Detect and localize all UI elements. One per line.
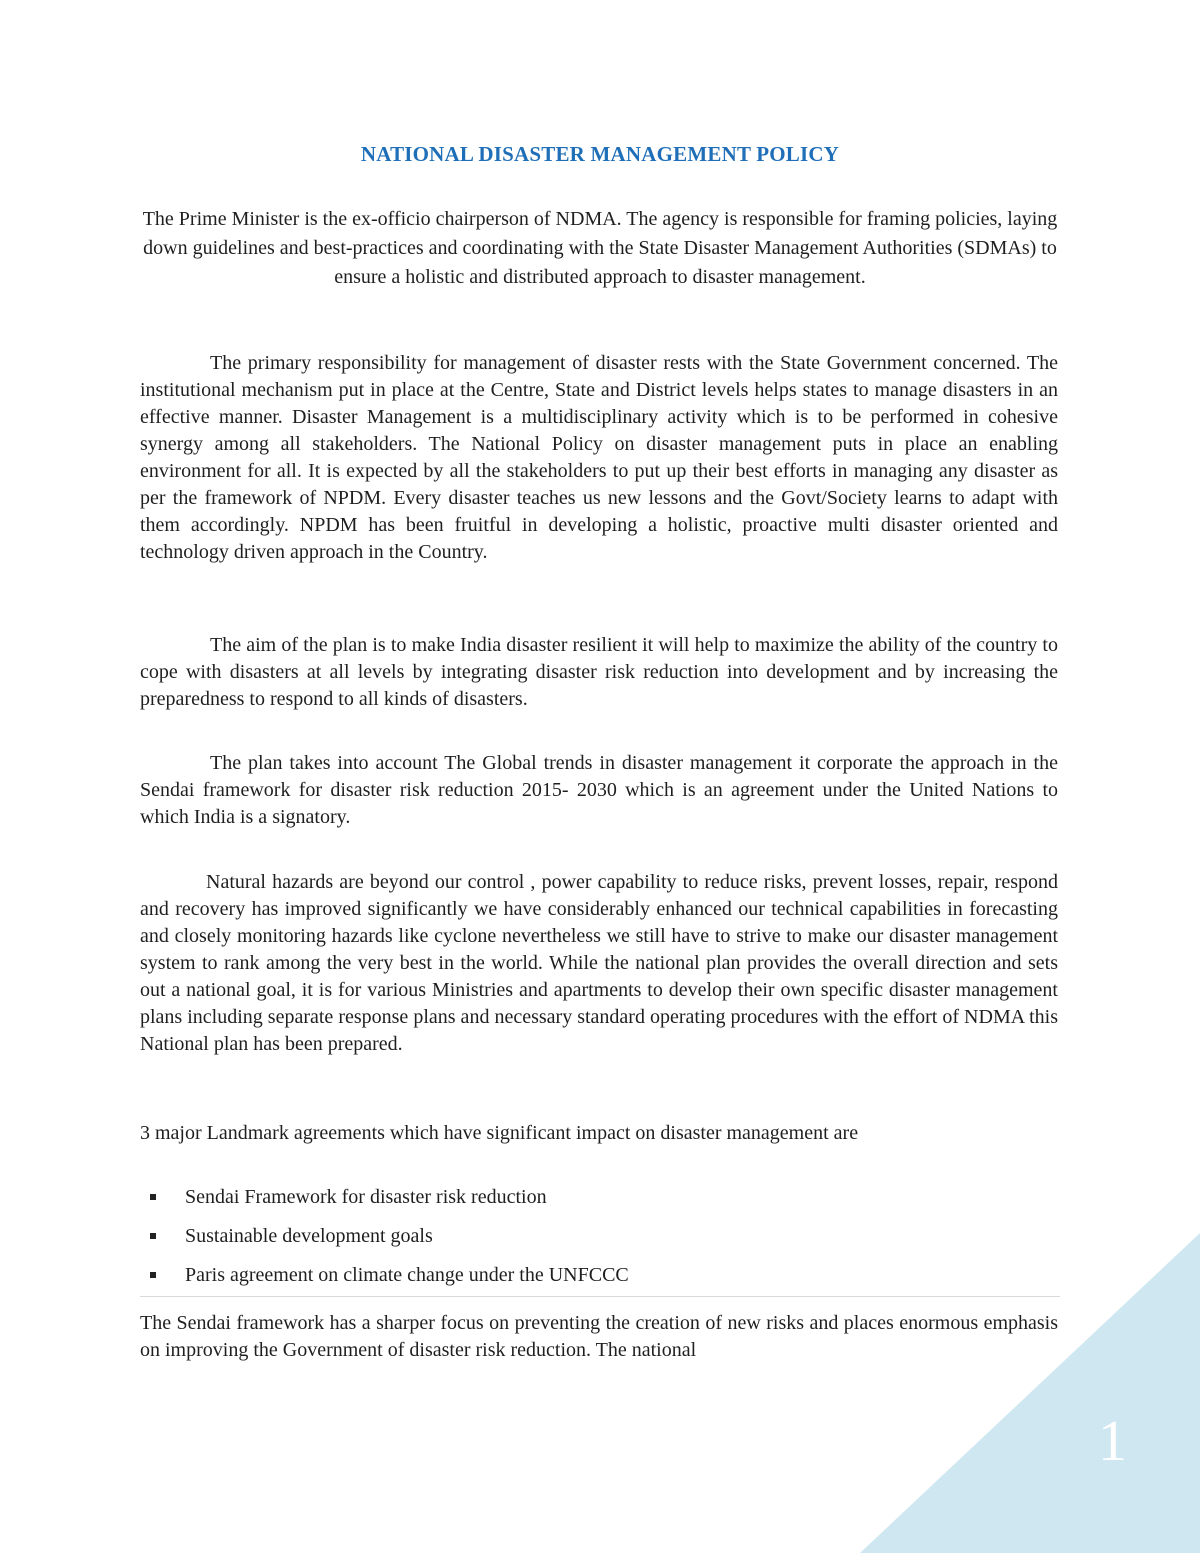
square-bullet-icon (150, 1233, 156, 1239)
body-paragraph-natural-hazards: Natural hazards are beyond our control , power capability to reduce risks, prevent losses, repair, respond and recovery has improved significantly we have considerably enhanced our technical capabilities in forecasting and closely monitoring hazards like cyclone nevertheless we still have to strive to make our disaster management system to rank among the very best in the world. While the national plan provides the overall direction and sets out a national goal, it is for various Ministries and apartments to develop their own specific disaster management plans including separate response plans and necessary standard operating procedures with the effort of NDMA this National plan has been prepared. (140, 871, 1058, 1055)
square-bullet-icon (150, 1194, 156, 1200)
body-paragraph-responsibility: The primary responsibility for management of disaster rests with the State Government concerned. The institutional mechanism put in place at the Centre, State and District levels helps states to manage disasters in an effective manner. Disaster Management is a multidisciplinary activity which is to be performed in cohesive synergy among all stakeholders. The National Policy on disaster management puts in place an enabling environment for all. It is expected by all the stakeholders to put up their best efforts in managing any disaster as per the framework of NPDM. Every disaster teaches us new lessons and the Govt/Society learns to adapt with them accordingly. NPDM has been fruitful in developing a holistic, proactive multi disaster oriented and technology driven approach in the Country. (140, 352, 1058, 563)
closing-paragraph: The Sendai framework has a sharper focus on preventing the creation of new risks and places enormous emphasis on improving the Government of disaster risk reduction. The national (140, 1312, 1058, 1361)
intro-paragraph: The Prime Minister is the ex-officio chairperson of NDMA. The agency is responsible for framing policies, laying down guidelines and best-practices and coordinating with the State Disaster Management Authorities (SDMAs) to ensure a holistic and distributed approach to disaster management. (142, 208, 1058, 288)
corner-triangle-decoration (860, 1233, 1200, 1553)
list-item-text: Paris agreement on climate change under the UNFCCC (185, 1264, 629, 1286)
body-paragraph-aim: The aim of the plan is to make India disaster resilient it will help to maximize the ability of the country to cope with disasters at all levels by integrating disaster risk reduction into development and by increasing the preparedness to respond to all kinds of disasters. (140, 634, 1058, 710)
list-item-text: Sustainable development goals (185, 1225, 433, 1247)
list-item (140, 1182, 1058, 1221)
page-title: NATIONAL DISASTER MANAGEMENT POLICY (360, 142, 840, 166)
square-bullet-icon (150, 1272, 156, 1278)
agreements-lead: 3 major Landmark agreements which have significant impact on disaster management are (140, 1122, 859, 1144)
page-number: 1 (1098, 1408, 1127, 1473)
list-item-text: Sendai Framework for disaster risk reduction (185, 1186, 547, 1208)
body-paragraph-global-trends: The plan takes into account The Global trends in disaster management it corporate the approach in the Sendai framework for disaster risk reduction 2015- 2030 which is an agreement under the United Nations to which India is a signatory. (140, 752, 1058, 828)
